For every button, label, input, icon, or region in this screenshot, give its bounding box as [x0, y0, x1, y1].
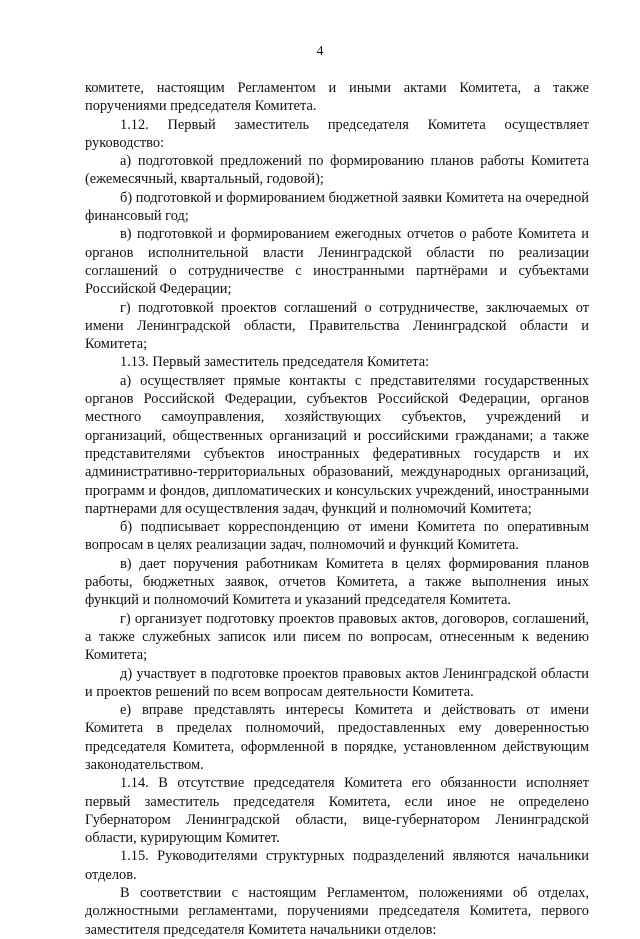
paragraph: 1.14. В отсутствие председателя Комитета его обязанности исполняет первый заместитель председателя Комитета, если иное не определено Губернатором Ленинградской области, вице-губернатором Ленинградской области, курирующим Комитет.: [85, 775, 589, 847]
paragraph: в) дает поручения работникам Комитета в целях формирования планов работы, бюджетных заявок, отчетов Комитета, а также выполнения иных функций и полномочий Комитета и указаний председателя Комитета.: [85, 555, 589, 609]
paragraph: 1.13. Первый заместитель председателя Комитета:: [120, 354, 430, 371]
paragraph: комитете, настоящим Регламентом и иными актами Комитета, а также поручениями председателя Комитета.: [85, 80, 589, 115]
paragraph: а) осуществляет прямые контакты с представителями государственных органов Российской Федерации, субъектов Российской Федерации, органов местного самоуправления, хозяйствующих субъектов, учреждений и организаций, общественных организаций и российскими гражданами; а также представителями субъектов иностранных федеративных государств и их административно-территориальных образований, международных организаций, программ и фондов, дипломатических и консульских учреждений, иностранными партнерами для осуществления задач, функций и полномочий Комитета;: [85, 372, 589, 517]
paragraph: в) подготовкой и формированием ежегодных отчетов о работе Комитета и органов исполнительной власти Ленинградской области по реализации соглашений о сотрудничестве с иностранными партнёрами и субъектами Российской Федерации;: [85, 226, 589, 298]
paragraph: г) организует подготовку проектов правовых актов, договоров, соглашений, а также служебных записок или писем по вопросам, отнесенным к ведению Комитета;: [85, 610, 589, 664]
paragraph: е) вправе представлять интересы Комитета и действовать от имени Комитета в пределах полномочий, предоставленных ему доверенностью председателя Комитета, оформленной в порядке, установленном действующим законодательством.: [85, 702, 589, 773]
paragraph: 1.12. Первый заместитель председателя Комитета осуществляет руководство:: [85, 116, 589, 151]
paragraph: б) подготовкой и формированием бюджетной заявки Комитета на очередной финансовый год;: [85, 189, 589, 225]
page-number: 4: [316, 44, 324, 59]
paragraph: 1.15. Руководителями структурных подразделений являются начальники отделов.: [85, 848, 589, 883]
paragraph: г) подготовкой проектов соглашений о сотрудничестве, заключаемых от имени Ленинградской области, Правительства Ленинградской области и Комитета;: [85, 299, 589, 353]
paragraph: б) подписывает корреспонденцию от имени Комитета по оперативным вопросам в целях реализации задач, полномочий и функций Комитета.: [85, 519, 589, 554]
document-body: [85, 79, 589, 939]
paragraph: а) подготовкой предложений по формированию планов работы Комитета (ежемесячный, квартальный, годовой);: [85, 153, 589, 188]
paragraph: д) участвует в подготовке проектов правовых актов Ленинградской области и проектов решений по всем вопросам деятельности Комитета.: [85, 665, 589, 700]
paragraph: В соответствии с настоящим Регламентом, положениями об отделах, должностными регламентами, поручениями председателя Комитета, первого заместителя председателя Комитета начальники отделов:: [85, 885, 589, 938]
